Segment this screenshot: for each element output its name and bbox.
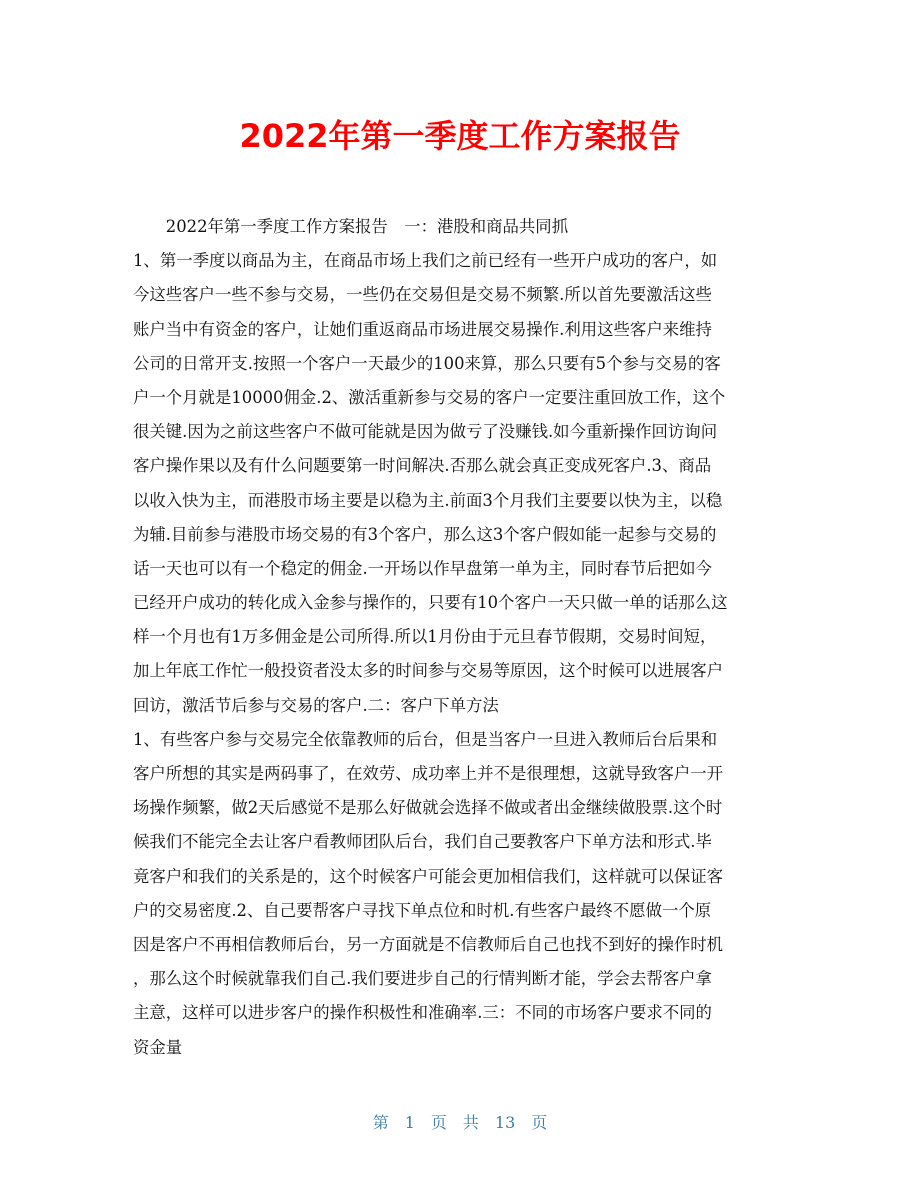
body-line: 加上年底工作忙一般投资者没太多的时间参与交易等原因，这个时候可以进展客户 (133, 661, 724, 681)
body-line: 2022年第一季度工作方案报告 一：港股和商品共同抓 (133, 217, 569, 236)
body-line: 话一天也可以有一个稳定的佣金.一开场以作早盘第一单为主，同时春节后把如今 (133, 558, 712, 578)
body-line: 因是客户不再相信教师后台，另一方面就是不信教师后自己也找不到好的操作时机 (133, 934, 724, 954)
body-line: 主意，这样可以进步客户的操作积极性和准确率.三：不同的市场客户要求不同的 (133, 1003, 712, 1023)
body-line: 客户操作果以及有什么问题要第一时间解决.否那么就会真正变成死客户.3、商品 (133, 456, 712, 476)
document-body (133, 210, 793, 1065)
body-line: 1、第一季度以商品为主，在商品市场上我们之前已经有一些开户成功的客户，如 (133, 251, 718, 271)
body-line: 竟客户和我们的关系是的，这个时候客户可能会更加相信我们，这样就可以保证客 (133, 866, 724, 886)
body-line: 户的交易密度.2、自己要帮客户寻找下单点位和时机.有些客户最终不愿做一个原 (133, 900, 712, 920)
body-line: 1、有些客户参与交易完全依靠教师的后台，但是当客户一旦进入教师后台后果和 (133, 729, 718, 749)
body-line: 账户当中有资金的客户，让她们重返商品市场进展交易操作.利用这些客户来维持 (133, 319, 712, 339)
body-line: 很关键.因为之前这些客户不做可能就是因为做亏了没赚钱.如今重新操作回访询问 (133, 422, 718, 442)
body-line: 今这些客户一些不参与交易，一些仍在交易但是交易不频繁.所以首先要激活这些 (133, 285, 712, 305)
body-line: 场操作频繁，做2天后感觉不是那么好做就会选择不做或者出金继续做股票.这个时 (133, 798, 723, 818)
document-title: 2022年第一季度工作方案报告 (239, 117, 681, 155)
body-line: 客户所想的其实是两码事了，在效劳、成功率上并不是很理想，这就导致客户一开 (133, 764, 724, 783)
body-line: 已经开户成功的转化成入金参与操作的，只要有10个客户一天只做一单的话那么这 (133, 593, 728, 613)
body-line: 为辅.目前参与港股市场交易的有3个客户，那么这3个客户假如能一起参与交易的 (133, 524, 717, 544)
body-line: 回访，激活节后参与交易的客户.二：客户下单方法 (133, 695, 499, 715)
page-number-footer: 第 1 页 共 13 页 (372, 1113, 548, 1132)
body-line: 户一个月就是10000佣金.2、激活重新参与交易的客户一定要注重回放工作，这个 (133, 387, 726, 407)
body-line: 公司的日常开支.按照一个客户一天最少的100来算，那么只要有5个参与交易的客 (133, 353, 721, 373)
body-line: 资金量 (133, 1037, 183, 1057)
body-line: 以收入快为主，而港股市场主要是以稳为主.前面3个月我们主要要以快为主，以稳 (133, 490, 723, 510)
body-line: ，那么这个时候就靠我们自己.我们要进步自己的行情判断才能，学会去帮客户拿 (133, 969, 712, 989)
body-line: 样一个月也有1万多佣金是公司所得.所以1月份由于元旦春节假期，交易时间短， (133, 627, 717, 647)
body-line: 候我们不能完全去让客户看教师团队后台，我们自己要教客户下单方法和形式.毕 (133, 832, 712, 852)
